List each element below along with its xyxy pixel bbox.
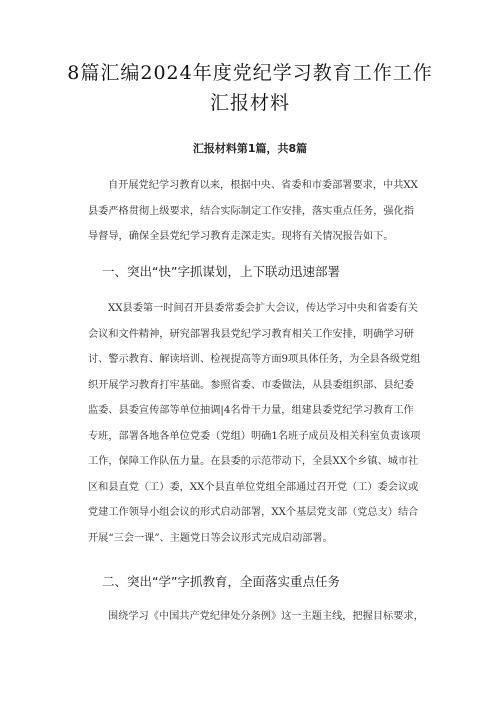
document-subtitle: 汇报材料第1篇，共8篇 — [192, 142, 308, 155]
section-1-line: 织开展学习教育打牢基础。参照省委、市委做法，从县委组织部、县纪委 — [88, 379, 414, 391]
section-2-heading: 二、突出“学”字抓教育，全面落实重点任务 — [102, 574, 340, 589]
section-1-line: XX县委第一时间召开县委常委会扩大会议，传达学习中央和省委有关 — [108, 303, 418, 314]
intro-line: 自开展党纪学习教育以来，根据中央、省委和市委部署要求，中共XX — [108, 180, 418, 191]
section-1-paragraph — [88, 296, 426, 551]
document-title-line-2: 汇报材料 — [209, 92, 290, 114]
intro-line: 导督导，确保全县党纪学习教育走深走实。现将有关情况报告如下。 — [88, 231, 394, 242]
section-1-heading: 一、突出“快”字抓谋划，上下联动迅速部署 — [102, 264, 340, 279]
section-1-line: 工作，保障工作队伍力量。在县委的示范带动下，全县XX个乡镇、城市社 — [88, 456, 419, 467]
section-1-line: 党建工作领导小组会议的形式启动部署，XX个基层党支部（党总支）结合 — [88, 507, 419, 518]
section-1-line: 专班，部署各地各单位党委（党组）明确1名班子成员及相关科室负责该项 — [88, 430, 421, 442]
section-1-line: 区和县直党（工）委，XX个县直单位党组全部通过召开党（工）委会议或 — [88, 481, 419, 493]
document-title-line-1: 8篇汇编2024年度党纪学习教育工作工作 — [67, 62, 433, 84]
section-1-line: 监委、县委宣传部等单位抽调|4名骨干力量，组建县委党纪学习教育工作 — [88, 405, 414, 416]
section-2-paragraph — [88, 604, 426, 630]
section-1-line: 会议和文件精神，研究部署我县党纪学习教育相关工作安排，明确学习研 — [88, 328, 414, 340]
intro-line: 县委严格贯彻上级要求，结合实际制定工作安排，落实重点任务，强化指 — [88, 205, 414, 217]
section-1-line: 讨、警示教育、解读培训、检视提高等方面9项具体任务，为全县各级党组 — [88, 354, 421, 365]
section-2-line: 围绕学习《中国共产党纪律处分条例》这一主题主线，把握目标要求， — [108, 611, 424, 622]
section-1-line: 开展“三会一课”、主题党日等会议形式完成启动部署。 — [88, 532, 333, 544]
intro-paragraph — [88, 173, 426, 250]
